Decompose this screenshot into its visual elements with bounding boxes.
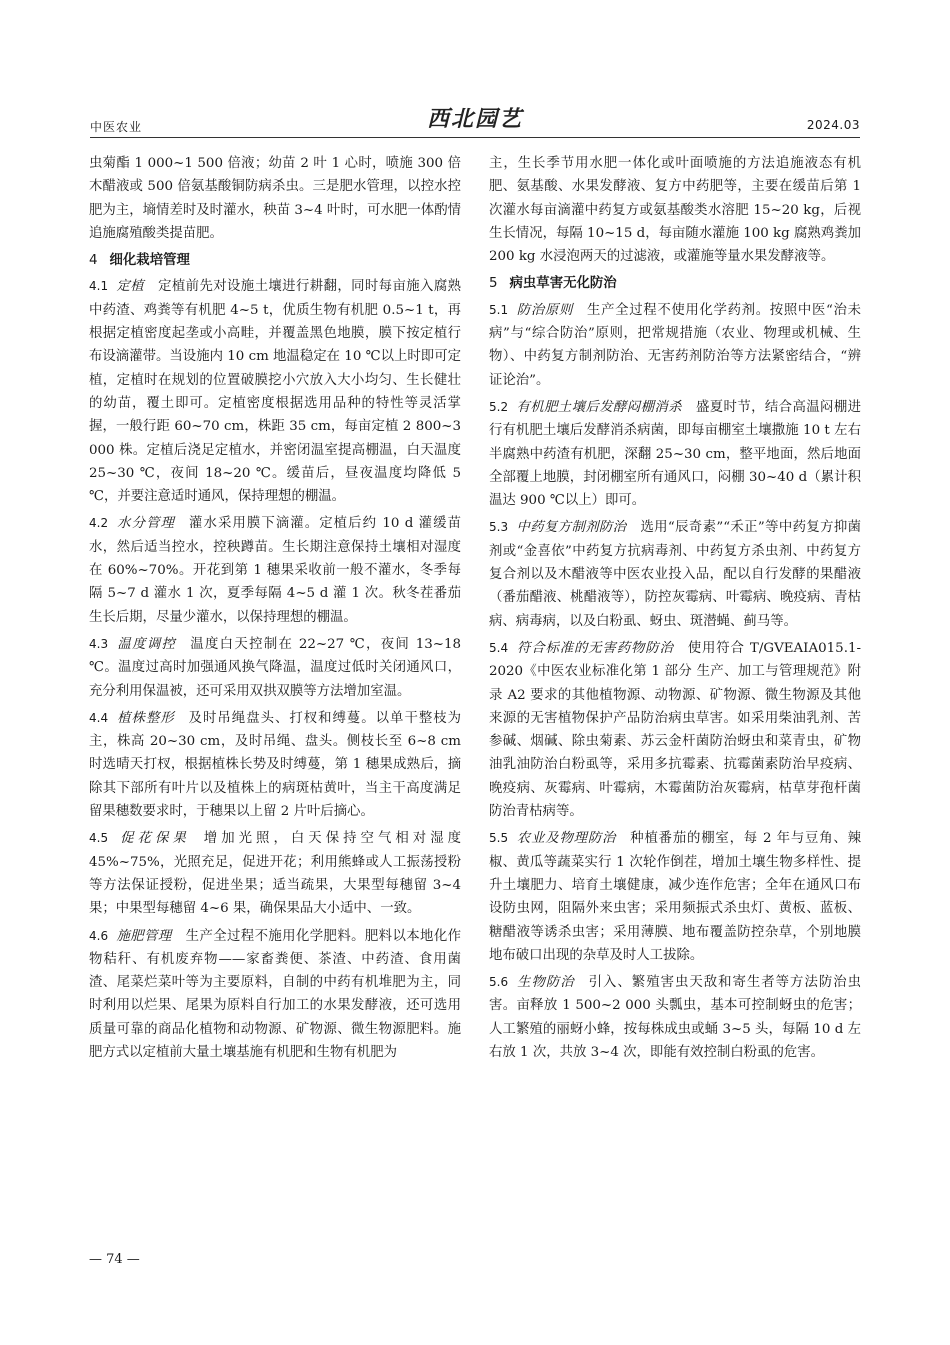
subsection-5-3 — [489, 516, 861, 632]
subsection-text: 增加光照，白天保持空气相对湿度 45%~75%，光照充足，促进开花；利用熊蜂或人工振荡授粉等方法保证授粉，促进坐果；适当疏果，大果型每穗留 3~4 果；中果型每穗留 4~6 果，确保果品大小适中、一致。 — [89, 831, 462, 917]
subsection-text: 及时吊绳盘头、打杈和缚蔓。以单干整枝为主，株高 20~30 cm，及时吊绳、盘头。侧枝长至 6~8 cm 时选晴天打杈，根据植株长势及时缚蔓，第 1 穗果成熟后，摘除其下部所有叶片以及植株上的病斑枯黄叶，当主干高度满足留果穗数要求时，于穗果以上留 2 片叶后摘心。 — [89, 710, 461, 820]
subsection-title: 促花保果 — [116, 831, 190, 847]
subsection-title: 生物防治 — [516, 975, 575, 991]
subsection-number: 5.2 — [489, 399, 509, 414]
subsection-text: 使用符合 T/GVEAIA015.1-2020《中医农业标准化第 1 部分 生产、加工与管理规范》附录 A2 要求的其他植物源、动物源、矿物源、微生物源及其他来源的无害植物保护产品防治病虫草害。如采用柴油乳剂、苦参碱、烟碱、除虫菊素、苏云金杆菌防治蚜虫和菜青虫，矿物油乳油防治白粉虱等，采用多抗霉素、抗霉菌素防治早疫病、晚疫病、灰霉病、叶霉病，木霉菌防治灰霉病，枯草芽孢杆菌防治青枯病等。 — [489, 640, 861, 820]
section-number: 4 — [89, 253, 98, 269]
journal-logo: 西北园艺 — [426, 106, 523, 132]
subsection-title: 中药复方制剂防治 — [516, 520, 627, 536]
subsection-number: 4.6 — [89, 928, 109, 943]
subsection-title: 定植 — [116, 279, 145, 295]
subsection-number: 4.2 — [89, 516, 109, 531]
section-number: 5 — [489, 276, 498, 292]
subsection-text: 定植前先对设施土壤进行耕翻，同时每亩施入腐熟中药渣、鸡粪等有机肥 4~5 t，优质生物有机肥 0.5~1 t，再根据定植密度起垄或小高畦，并覆盖黑色地膜，膜下按定植行布设滴灌带。当设施内 10 cm 地温稳定在 10 ℃以上时即可定植，定植时在规划的位置破膜挖小穴放入大小均匀、生长健壮的幼苗，覆土即可。定植密度根据选用品种的特性等灵活掌握，一般行距 60~70 cm，株距 35 cm，每亩定植 2 800~3 000 株。定植后浇足定植水，并密闭温室提高棚温，白天温度 25~30 ℃，夜间 18~20 ℃。缓苗后，昼夜温度均降低 5 ℃，并要注意适时通风，保持理想的棚温。 — [89, 279, 462, 505]
subsection-4-5 — [89, 827, 461, 920]
journal-column-label: 中医农业 — [90, 120, 143, 134]
subsection-5-4 — [489, 637, 861, 823]
subsection-text: 选用“辰奇素”“禾正”等中药复方抑菌剂或“金喜依”中药复方抗病毒剂、中药复方杀虫剂、中药复方复合剂以及木醋液等中医农业投入品，配以自行发酵的果醋液（番茄醋液、桃醋液等），防控灰霉病、叶霉病、晚疫病、青枯病、病毒病，以及白粉虱、蚜虫、斑潜蝇、蓟马等。 — [489, 520, 861, 629]
subsection-4-1 — [89, 275, 461, 508]
subsection-text: 灌水采用膜下滴灌。定植后约 10 d 灌缓苗水，然后适当控水，控秧蹲苗。生长期注意保持土壤相对湿度在 60%~70%。开花到第 1 穗果采收前一般不灌水，冬季每隔 5~7 d 灌水 1 次，夏季每隔 4~5 d 灌 1 次。秋冬茬番茄生长后期，尽量少灌水，以保持理想的棚温。 — [89, 516, 461, 625]
subsection-text: 种植番茄的棚室，每 2 年与豆角、辣椒、黄瓜等蔬菜实行 1 次轮作倒茬，增加土壤生物多样性、提升土壤肥力、培育土壤健康，减少连作危害；全年在通风口布设防虫网，阻隔外来虫害；采用频振式杀虫灯、黄板、蓝板、糖醋液等诱杀虫害；采用薄膜、地布覆盖防控杂草，个别地膜地布破口出现的杂草及时人工拔除。 — [489, 831, 861, 963]
paragraph-continued: 主，生长季节用水肥一体化或叶面喷施的方法追施液态有机肥、氨基酸、水果发酵液、复方中药肥等，主要在缓苗后第 1 次灌水每亩滴灌中药复方或氨基酸类水溶肥 15~20 kg，后视生长情况，每隔 10~15 d，每亩随水灌施 100 kg 腐熟鸡粪加 200 kg 水浸泡两天的过滤液，或灌施等量水果发酵液等。 — [489, 156, 861, 265]
subsection-title: 施肥管理 — [116, 928, 172, 944]
section-heading-4 — [89, 249, 461, 272]
subsection-number: 5.1 — [489, 302, 509, 317]
subsection-title: 符合标准的无害药物防治 — [516, 640, 674, 656]
subsection-title: 农业及物理防治 — [516, 831, 617, 847]
section-heading-5 — [489, 272, 861, 295]
subsection-5-1 — [489, 299, 861, 392]
subsection-number: 4.1 — [89, 279, 109, 294]
subsection-number: 5.6 — [489, 975, 509, 990]
page-number: — 74 — — [89, 1252, 140, 1267]
right-column — [489, 152, 861, 1068]
subsection-title: 防治原则 — [516, 302, 574, 318]
subsection-number: 5.4 — [489, 640, 509, 655]
subsection-title: 有机肥土壤后发酵闷棚消杀 — [516, 399, 682, 415]
subsection-number: 4.3 — [89, 636, 109, 651]
left-column — [89, 152, 461, 1068]
subsection-title: 植株整形 — [116, 710, 175, 726]
subsection-text: 盛夏时节，结合高温闷棚进行有机肥土壤后发酵消杀病菌，即每亩棚室土壤撒施 10 t 左右半腐熟中药渣有机肥，深翻 25~30 cm，整平地面，然后地面全部覆上地膜，封闭棚室所有通风口，闷棚 30~40 d（累计积温达 900 ℃以上）即可。 — [489, 399, 862, 509]
subsection-text: 温度白天控制在 22~27 ℃，夜间 13~18 ℃。温度过高时加强通风换气降温，温度过低时关闭通风口，充分利用保温被，还可采用双拱双膜等方法增加室温。 — [89, 636, 461, 699]
header-rule — [90, 137, 860, 138]
issue-label: 2024.03 — [806, 118, 860, 132]
subsection-title: 温度调控 — [116, 636, 177, 652]
subsection-4-6 — [89, 925, 461, 1065]
paragraph-continued: 虫菊酯 1 000~1 500 倍液；幼苗 2 叶 1 心时，喷施 300 倍木醋液或 500 倍氨基酸铜防病杀虫。三是肥水管理，以控水控肥为主，墒情差时及时灌水，秧苗 3~4 叶时，可水肥一体酌情追施腐殖酸类提苗肥。 — [89, 156, 461, 241]
subsection-number: 5.3 — [489, 520, 509, 535]
section-title: 病虫草害无化防治 — [509, 276, 617, 292]
subsection-5-5 — [489, 827, 861, 967]
subsection-text: 引入、繁殖害虫天敌和寄生者等方法防治虫害。亩释放 1 500~2 000 头瓢虫，基本可控制蚜虫的危害；人工繁殖的丽蚜小蜂，按每株成虫或蛹 3~5 头，每隔 10 d 左右放 1 次，共放 3~4 次，即能有效控制白粉虱的危害。 — [489, 975, 861, 1060]
subsection-5-2 — [489, 396, 861, 512]
subsection-number: 4.5 — [89, 831, 109, 846]
subsection-5-6 — [489, 971, 861, 1064]
subsection-4-3 — [89, 633, 461, 703]
subsection-number: 5.5 — [489, 831, 509, 846]
subsection-text: 生产全过程不使用化学药剂。按照中医“治未病”与“综合防治”原则，把常规措施（农业、物理或机械、生物）、中药复方制剂防治、无害药剂防治等方法紧密结合，“辨证论治”。 — [489, 302, 861, 388]
subsection-4-2 — [89, 512, 461, 628]
page-header — [90, 96, 860, 138]
subsection-4-4 — [89, 707, 461, 823]
subsection-number: 4.4 — [89, 710, 109, 725]
subsection-text: 生产全过程不施用化学肥料。肥料以本地化作物秸秆、有机废弃物——家畜粪便、茶渣、中药渣、食用菌渣、尾菜烂菜叶等为主要原料，自制的中药有机堆肥为主，同时利用以烂果、尾果为原料自行加工的水果发酵液，还可选用质量可靠的商品化植物和动物源、矿物源、微生物源肥料。施肥方式以定植前大量土壤基施有机肥和生物有机肥为 — [89, 928, 462, 1060]
subsection-title: 水分管理 — [116, 516, 176, 532]
section-title: 细化栽培管理 — [109, 253, 190, 269]
